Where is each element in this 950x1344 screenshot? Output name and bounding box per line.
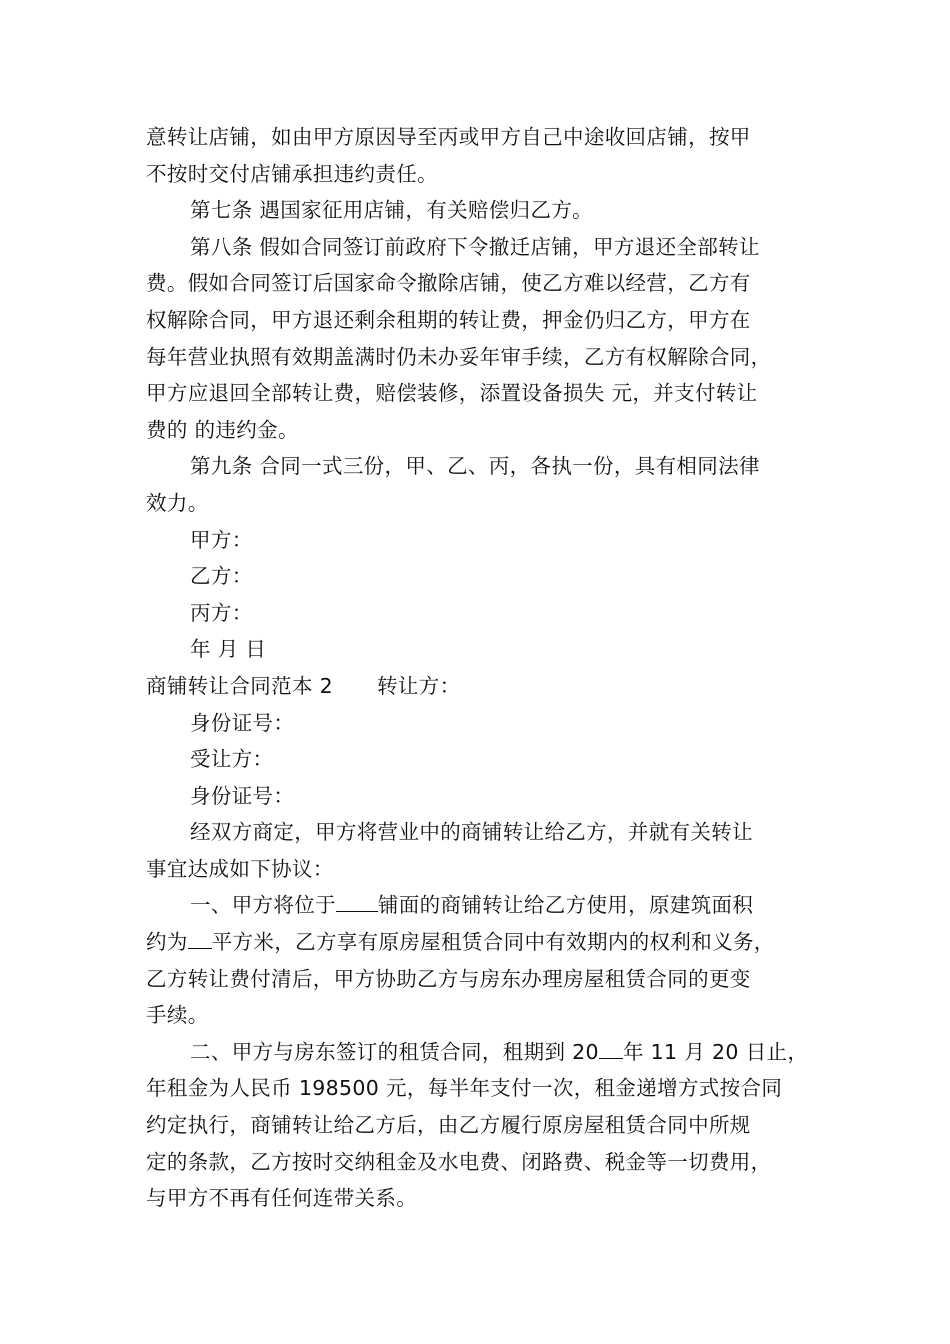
paragraph-line: 不按时交付店铺承担违约责任。: [146, 161, 438, 186]
id-number-label: 身份证号：: [190, 783, 295, 808]
paragraph-line: 手续。: [146, 1003, 209, 1028]
paragraph-line: 甲方应退回全部转让费，赔偿装修，添置设备损失 元，并支付转让: [146, 381, 758, 406]
paragraph-line: 意转让店铺，如由甲方原因导至丙或甲方自己中途收回店铺，按甲: [146, 125, 751, 149]
document-page: [146, 119, 808, 1217]
blank-underline: [336, 891, 378, 912]
paragraph-line: 效力。: [146, 490, 209, 515]
party-c-signature-label: 丙方：: [190, 600, 253, 625]
paragraph-line: 定的条款，乙方按时交纳租金及水电费、闭路费、税金等一切费用，: [146, 1149, 772, 1174]
date-line: 年 月 日: [190, 637, 267, 662]
article-eight: 第八条 假如合同签订前政府下令撤迁店铺，甲方退还全部转让: [190, 234, 760, 259]
blank-underline: [188, 928, 212, 949]
clause-two: 二、甲方与房东签订的租赁合同，租期到 20 年 11 月 20 日止，: [190, 1039, 809, 1064]
blank-underline: [599, 1038, 623, 1059]
article-nine: 第九条 合同一式三份，甲、乙、丙，各执一份，具有相同法律: [190, 454, 760, 479]
section-title-line: [146, 668, 808, 705]
paragraph-line: 费的 的违约金。: [146, 417, 299, 442]
section-title: 商铺转让合同范本 2: [146, 673, 334, 698]
transferee-label: 受让方：: [190, 747, 274, 772]
party-b-signature-label: 乙方：: [190, 564, 253, 589]
party-a-signature-label: 甲方：: [190, 527, 253, 552]
paragraph-line: 事宜达成如下协议：: [146, 856, 334, 881]
paragraph-line: 约为 平方米，乙方享有原房屋租赁合同中有效期内的权利和义务，: [146, 930, 775, 955]
agreement-intro: 经双方商定，甲方将营业中的商铺转让给乙方，并就有关转让: [190, 820, 753, 845]
paragraph-line: 权解除合同，甲方退还剩余租期的转让费，押金仍归乙方，甲方在: [146, 307, 751, 332]
transferor-label: 转让方：: [377, 673, 461, 698]
paragraph-line: 乙方转让费付清后，甲方协助乙方与房东办理房屋租赁合同的更变: [146, 966, 751, 991]
id-number-label: 身份证号：: [190, 710, 295, 735]
paragraph-line: 与甲方不再有任何连带关系。: [146, 1186, 418, 1211]
paragraph-line: 费。假如合同签订后国家命令撤除店铺，使乙方难以经营，乙方有: [146, 271, 751, 296]
paragraph-line: 年租金为人民币 198500 元，每半年支付一次，租金递增方式按合同: [146, 1076, 783, 1101]
article-seven: 第七条 遇国家征用店铺，有关赔偿归乙方。: [190, 198, 594, 223]
paragraph-line: 每年营业执照有效期盖满时仍未办妥年审手续，乙方有权解除合同，: [146, 344, 772, 369]
clause-one: 一、甲方将位于 铺面的商铺转让给乙方使用，原建筑面积: [190, 893, 754, 918]
paragraph-line: 约定执行，商铺转让给乙方后，由乙方履行原房屋租赁合同中所规: [146, 1113, 751, 1138]
